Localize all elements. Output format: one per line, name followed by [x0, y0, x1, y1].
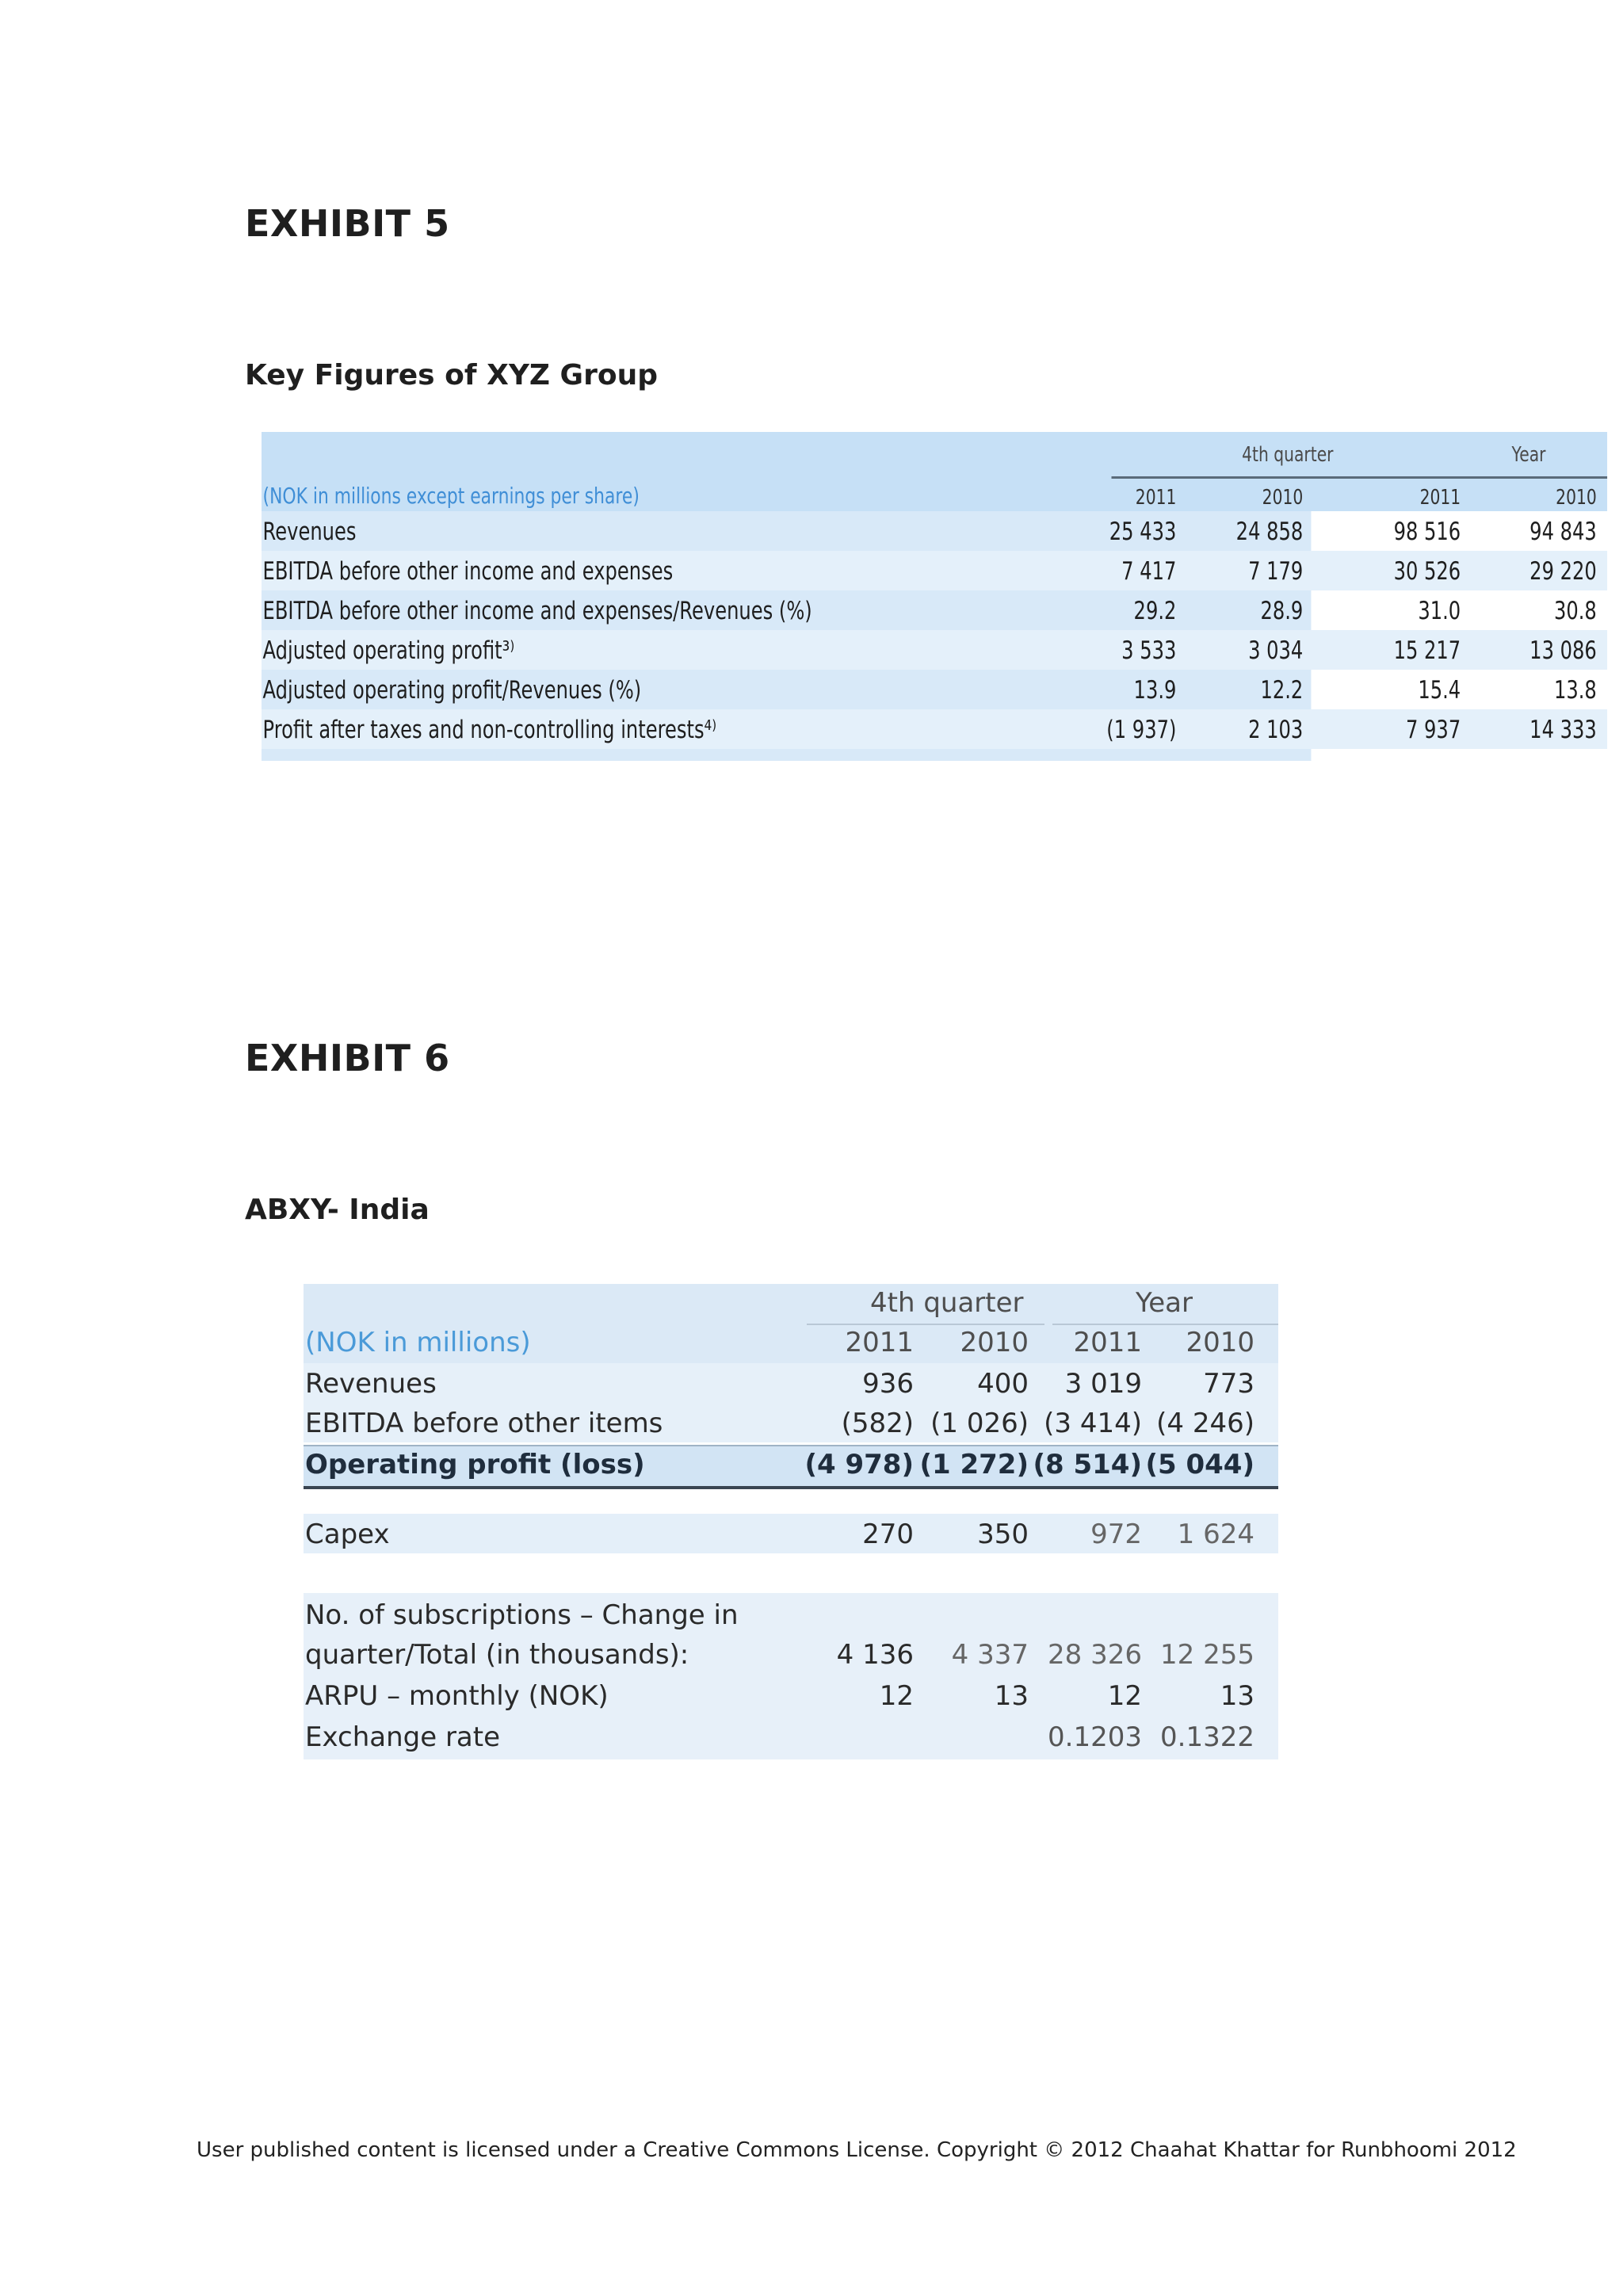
row-label: Revenues — [305, 1368, 437, 1400]
cell-value: (1 937) — [1106, 716, 1177, 744]
unit-note: (NOK in millions) — [305, 1327, 531, 1358]
cell-value: (8 514) — [1033, 1449, 1142, 1480]
table-row — [262, 630, 1607, 670]
key-figures-table — [262, 432, 1597, 761]
group-underline-quarter — [807, 1324, 1044, 1325]
cell-value: 3 019 — [1064, 1368, 1142, 1400]
cell-value: (3 414) — [1044, 1408, 1142, 1439]
cell-value: 30.8 — [1553, 597, 1597, 625]
row-label: Adjusted operating profit/Revenues (%) — [262, 676, 642, 705]
group-header-year: Year — [1511, 443, 1546, 467]
table-row — [262, 709, 1607, 749]
cell-value: 3 034 — [1248, 636, 1304, 665]
cell-value: 7 937 — [1405, 716, 1461, 744]
row-label: Capex — [305, 1519, 390, 1550]
group-underline-year — [1052, 1324, 1278, 1325]
group-underline-year — [1361, 476, 1607, 479]
cell-value: 3 533 — [1121, 636, 1177, 665]
cell-value: 13.9 — [1133, 676, 1177, 705]
cell-value: 28.9 — [1260, 597, 1304, 625]
row-label: quarter/Total (in thousands): — [305, 1639, 689, 1671]
cell-value: 13 — [994, 1680, 1029, 1712]
unit-note: (NOK in millions except earnings per share) — [262, 483, 640, 509]
exhibit-5-subheading: Key Figures of XYZ Group — [245, 359, 658, 392]
row-label: Exchange rate — [305, 1721, 501, 1753]
row-label: No. of subscriptions – Change in — [305, 1599, 739, 1631]
cell-value: 7 417 — [1121, 557, 1177, 586]
cell-value: 14 333 — [1529, 716, 1597, 744]
cell-value: 24 858 — [1235, 518, 1304, 546]
cell-value: 0.1322 — [1160, 1721, 1254, 1753]
cell-value: 350 — [977, 1519, 1029, 1550]
cell-value: 12.2 — [1260, 676, 1304, 705]
cell-value: 94 843 — [1529, 518, 1597, 546]
column-header: 2011 — [845, 1327, 914, 1358]
exhibit-6-subheading: ABXY- India — [245, 1194, 430, 1226]
table-row — [262, 511, 1607, 551]
row-label: EBITDA before other income and expenses — [262, 557, 674, 586]
group-header-year: Year — [1136, 1287, 1193, 1319]
cell-value: 13 086 — [1529, 636, 1597, 665]
cell-value: 15 217 — [1393, 636, 1461, 665]
row-label: EBITDA before other income and expenses/Revenues (%) — [262, 597, 812, 625]
table-row — [262, 551, 1607, 590]
cell-value: 12 — [1107, 1680, 1142, 1712]
group-header-quarter: 4th quarter — [1242, 443, 1334, 467]
cell-value: 98 516 — [1393, 518, 1461, 546]
cell-value: 29.2 — [1133, 597, 1177, 625]
exhibit-5-heading: EXHIBIT 5 — [245, 202, 450, 245]
cell-value: (5 044) — [1145, 1449, 1254, 1480]
cell-value: 31.0 — [1418, 597, 1461, 625]
cell-value: 4 136 — [836, 1639, 914, 1671]
column-header: 2010 — [1262, 486, 1304, 510]
bottom-rule — [304, 1486, 1278, 1489]
column-header: 2011 — [1073, 1327, 1142, 1358]
cell-value: 7 179 — [1248, 557, 1304, 586]
cell-value: 13 — [1220, 1680, 1254, 1712]
cell-value: 25 433 — [1109, 518, 1177, 546]
cell-value: (1 026) — [930, 1408, 1029, 1439]
license-footer: User published content is licensed under a Creative Commons License. Copyright © 2012 Chaahat Khattar for Runbhoomi 2012 — [197, 2138, 1517, 2162]
cell-value: 12 255 — [1160, 1639, 1254, 1671]
column-header: 2010 — [1186, 1327, 1254, 1358]
table-row — [262, 590, 1607, 630]
column-header: 2011 — [1419, 486, 1461, 510]
cell-value: 1 624 — [1177, 1519, 1254, 1550]
cell-value: 972 — [1090, 1519, 1142, 1550]
cell-value: 0.1203 — [1048, 1721, 1142, 1753]
cell-value: (582) — [841, 1408, 914, 1439]
group-underline-quarter — [1112, 476, 1369, 479]
cell-value: 936 — [862, 1368, 914, 1400]
cell-value: 400 — [977, 1368, 1029, 1400]
abxy-india-table — [304, 1284, 1278, 1767]
cell-value: 28 326 — [1048, 1639, 1142, 1671]
row-label: Revenues — [262, 518, 357, 546]
cell-value: 13.8 — [1553, 676, 1597, 705]
column-header: 2010 — [1556, 486, 1597, 510]
column-header: 2010 — [960, 1327, 1029, 1358]
row-label: EBITDA before other items — [305, 1408, 663, 1439]
table-row — [262, 670, 1607, 709]
cell-value: (1 272) — [919, 1449, 1029, 1480]
cell-value: 29 220 — [1529, 557, 1597, 586]
cell-value: 773 — [1203, 1368, 1254, 1400]
cell-value: (4 246) — [1156, 1408, 1254, 1439]
cell-value: 4 337 — [951, 1639, 1029, 1671]
cell-value: 15.4 — [1418, 676, 1461, 705]
row-label: Adjusted operating profit³⁾ — [262, 636, 515, 665]
row-label: Profit after taxes and non-controlling interests⁴⁾ — [262, 716, 717, 744]
column-header: 2011 — [1135, 486, 1177, 510]
cell-value: 30 526 — [1393, 557, 1461, 586]
row-label: Operating profit (loss) — [305, 1449, 645, 1480]
row-label: ARPU – monthly (NOK) — [305, 1680, 609, 1712]
cell-value: 2 103 — [1248, 716, 1304, 744]
cell-value: 12 — [879, 1680, 914, 1712]
group-header-quarter: 4th quarter — [870, 1287, 1024, 1319]
cell-value: (4 978) — [804, 1449, 914, 1480]
cell-value: 270 — [862, 1519, 914, 1550]
exhibit-6-heading: EXHIBIT 6 — [245, 1037, 450, 1079]
